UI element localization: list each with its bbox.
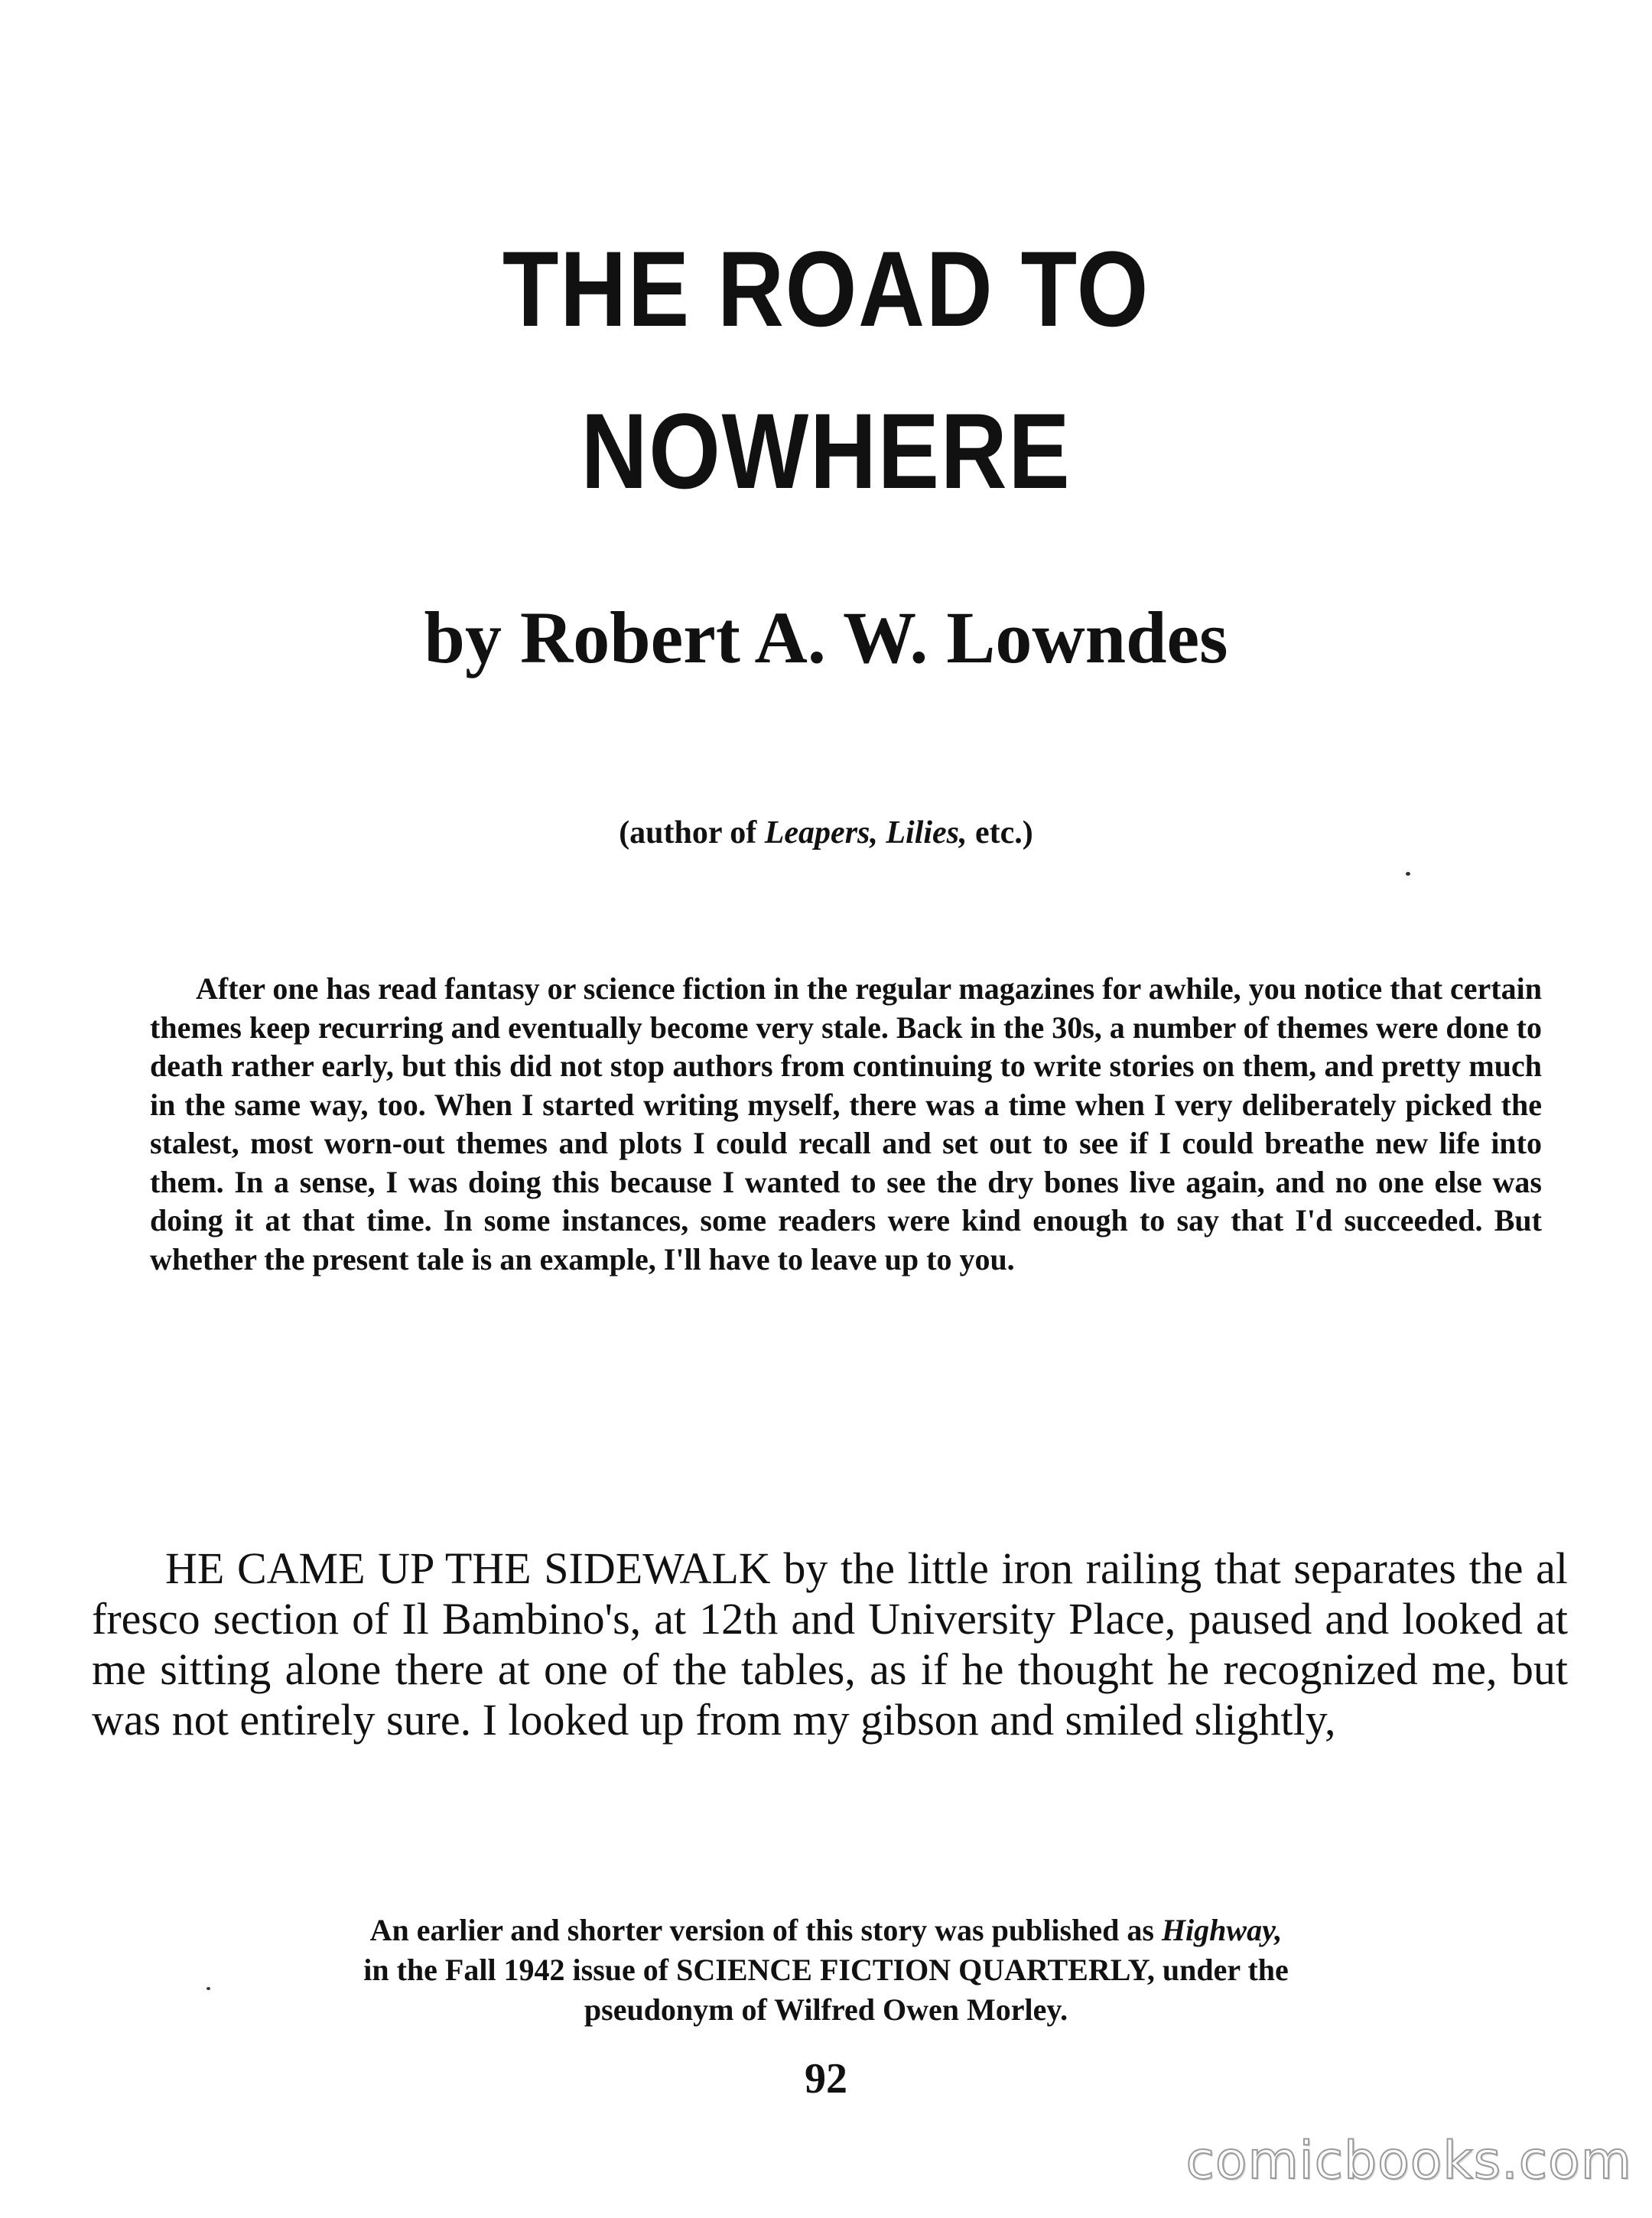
publication-footnote — [0, 1911, 1652, 2030]
footnote-line-3: pseudonym of Wilfred Owen Morley. — [584, 1992, 1068, 2027]
print-speck — [206, 1987, 210, 1990]
story-text: by the little iron railing that separates the al fresco section of Il Bambino's, at 12th and University Place, paused and looked at me sitting alone there at one of the tables, as if he thought he recognized me, but was not entirely sure. I looked up from my gibson and smiled slightly, — [92, 1543, 1568, 1745]
author-credit-suffix: etc.) — [967, 815, 1033, 850]
author-credit-prefix: (author of — [619, 815, 765, 850]
footnote-line-2: in the Fall 1942 issue of SCIENCE FICTION QUARTERLY, under the — [363, 1953, 1289, 1987]
watermark-logo: comicbooks.com — [1185, 2131, 1632, 2191]
story-title-line-2: NOWHERE — [580, 391, 1072, 511]
page-number: 92 — [805, 2055, 847, 2103]
story-lead-in: HE CAME UP THE SIDEWALK — [165, 1543, 771, 1593]
footnote-line-1 — [0, 1911, 1652, 1950]
author-byline: by Robert A. W. Lowndes — [424, 597, 1228, 678]
story-title-line-1: THE ROAD TO — [502, 229, 1150, 349]
footnote-earlier-title: Highway, — [1161, 1913, 1283, 1947]
editorial-introduction: After one has read fantasy or science fiction in the regular magazines for awhile, you notice that certain themes keep recurring and eventually become very stale. Back in the 30s, a number of themes were done to death rather early, but this did not stop authors from continuing to write stories on them, and pretty much in the same way, too. When I started writing myself, there was a time when I very deliberately picked the stalest, most worn-out themes and plots I could recall and set out to see if I could breathe new life into them. In a sense, I was doing this because I wanted to see the dry bones live again, and no one else was doing it at that time. In some instances, some readers were kind enough to say that I'd succeeded. But whether the present tale is an example, I'll have to leave up to you. — [150, 971, 1542, 1276]
footnote-line-1-text: An earlier and shorter version of this story was published as — [369, 1913, 1162, 1947]
print-speck — [1406, 872, 1410, 876]
author-credit-works: Leapers, Lilies, — [764, 815, 967, 850]
story-opening-paragraph — [92, 1543, 1568, 1745]
author-credit — [0, 817, 1652, 849]
